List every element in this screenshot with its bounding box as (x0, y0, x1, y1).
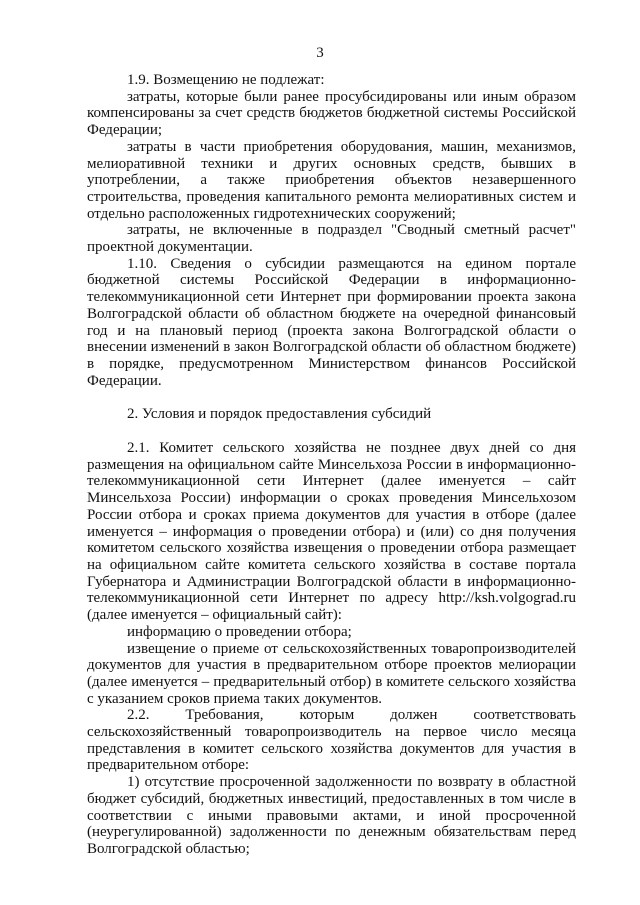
paragraph: 1) отсутствие просроченной задолженности по возврату в областной бюджет субсидий, бюджетных инвестиций, предоставленных в том числе в соответствии с иными правовыми актами, и иной просроченной (неурегулированной) задолженности по денежным обязательствам перед Волгоградской областью; (87, 774, 576, 857)
page-number: 3 (316, 45, 324, 61)
paragraph-2-1: 2.1. Комитет сельского хозяйства не позднее двух дней со дня размещения на официальном сайте Минсельхоза России в информационно-телекоммуникационной сети Интернет (далее именуется – сайт Минсельхоза России) информации о сроках проведения Минсельхозом России отбора и сроках приема документов для участия в отборе (далее именуется – информация о проведении отбора) и (или) со дня получения комитетом сельского хозяйства извещения о проведении отбора размещает на официальном сайте комитета сельского хозяйства в составе портала Губернатора и Администрации Волгоградской области в информационно-телекоммуникационной сети Интернет по адресу http://ksh.volgograd.ru (далее именуется – официальный сайт): (87, 440, 576, 624)
paragraph: информацию о проведении отбора; (127, 623, 352, 640)
paragraph: затраты, которые были ранее просубсидированы или иным образом компенсированы за счет средств бюджетов бюджетной системы Российской Федерации; (87, 88, 576, 139)
section-heading: 2. Условия и порядок предоставления субсидий (127, 406, 432, 423)
document-body (87, 72, 576, 858)
paragraph: извещение о приеме от сельскохозяйственных товаропроизводителей документов для участия в предварительном отборе проектов мелиорации (далее именуется – предварительный отбор) в комитете сельского хозяйства с указанием сроков приема таких документов. (87, 640, 576, 707)
paragraph-2-2: 2.2. Требования, которым должен соответствовать сельскохозяйственный товаропроизводитель на первое число месяца представления в комитет сельского хозяйства документов для участия в предварительном отборе: (87, 707, 576, 774)
paragraph: затраты, не включенные в подраздел "Сводный сметный расчет" проектной документации. (87, 222, 576, 256)
paragraph-1-9: 1.9. Возмещению не подлежат: (127, 72, 325, 88)
paragraph-1-10: 1.10. Сведения о субсидии размещаются на едином портале бюджетной системы Российской Федерации в информационно-телекоммуникационной сети Интернет при формировании проекта закона Волгоградской области об областном бюджете на очередной финансовый год и на плановый период (проекта закона Волгоградской области о внесении изменений в закон Волгоградской области об областном бюджете) в порядке, предусмотренном Министерством финансов Российской Федерации. (87, 255, 576, 389)
paragraph: затраты в части приобретения оборудования, машин, механизмов, мелиоративной техники и других основных средств, бывших в употреблении, а также приобретения объектов незавершенного строительства, проведения капитального ремонта мелиоративных систем и отдельно расположенных гидротехнических сооружений; (87, 138, 576, 222)
